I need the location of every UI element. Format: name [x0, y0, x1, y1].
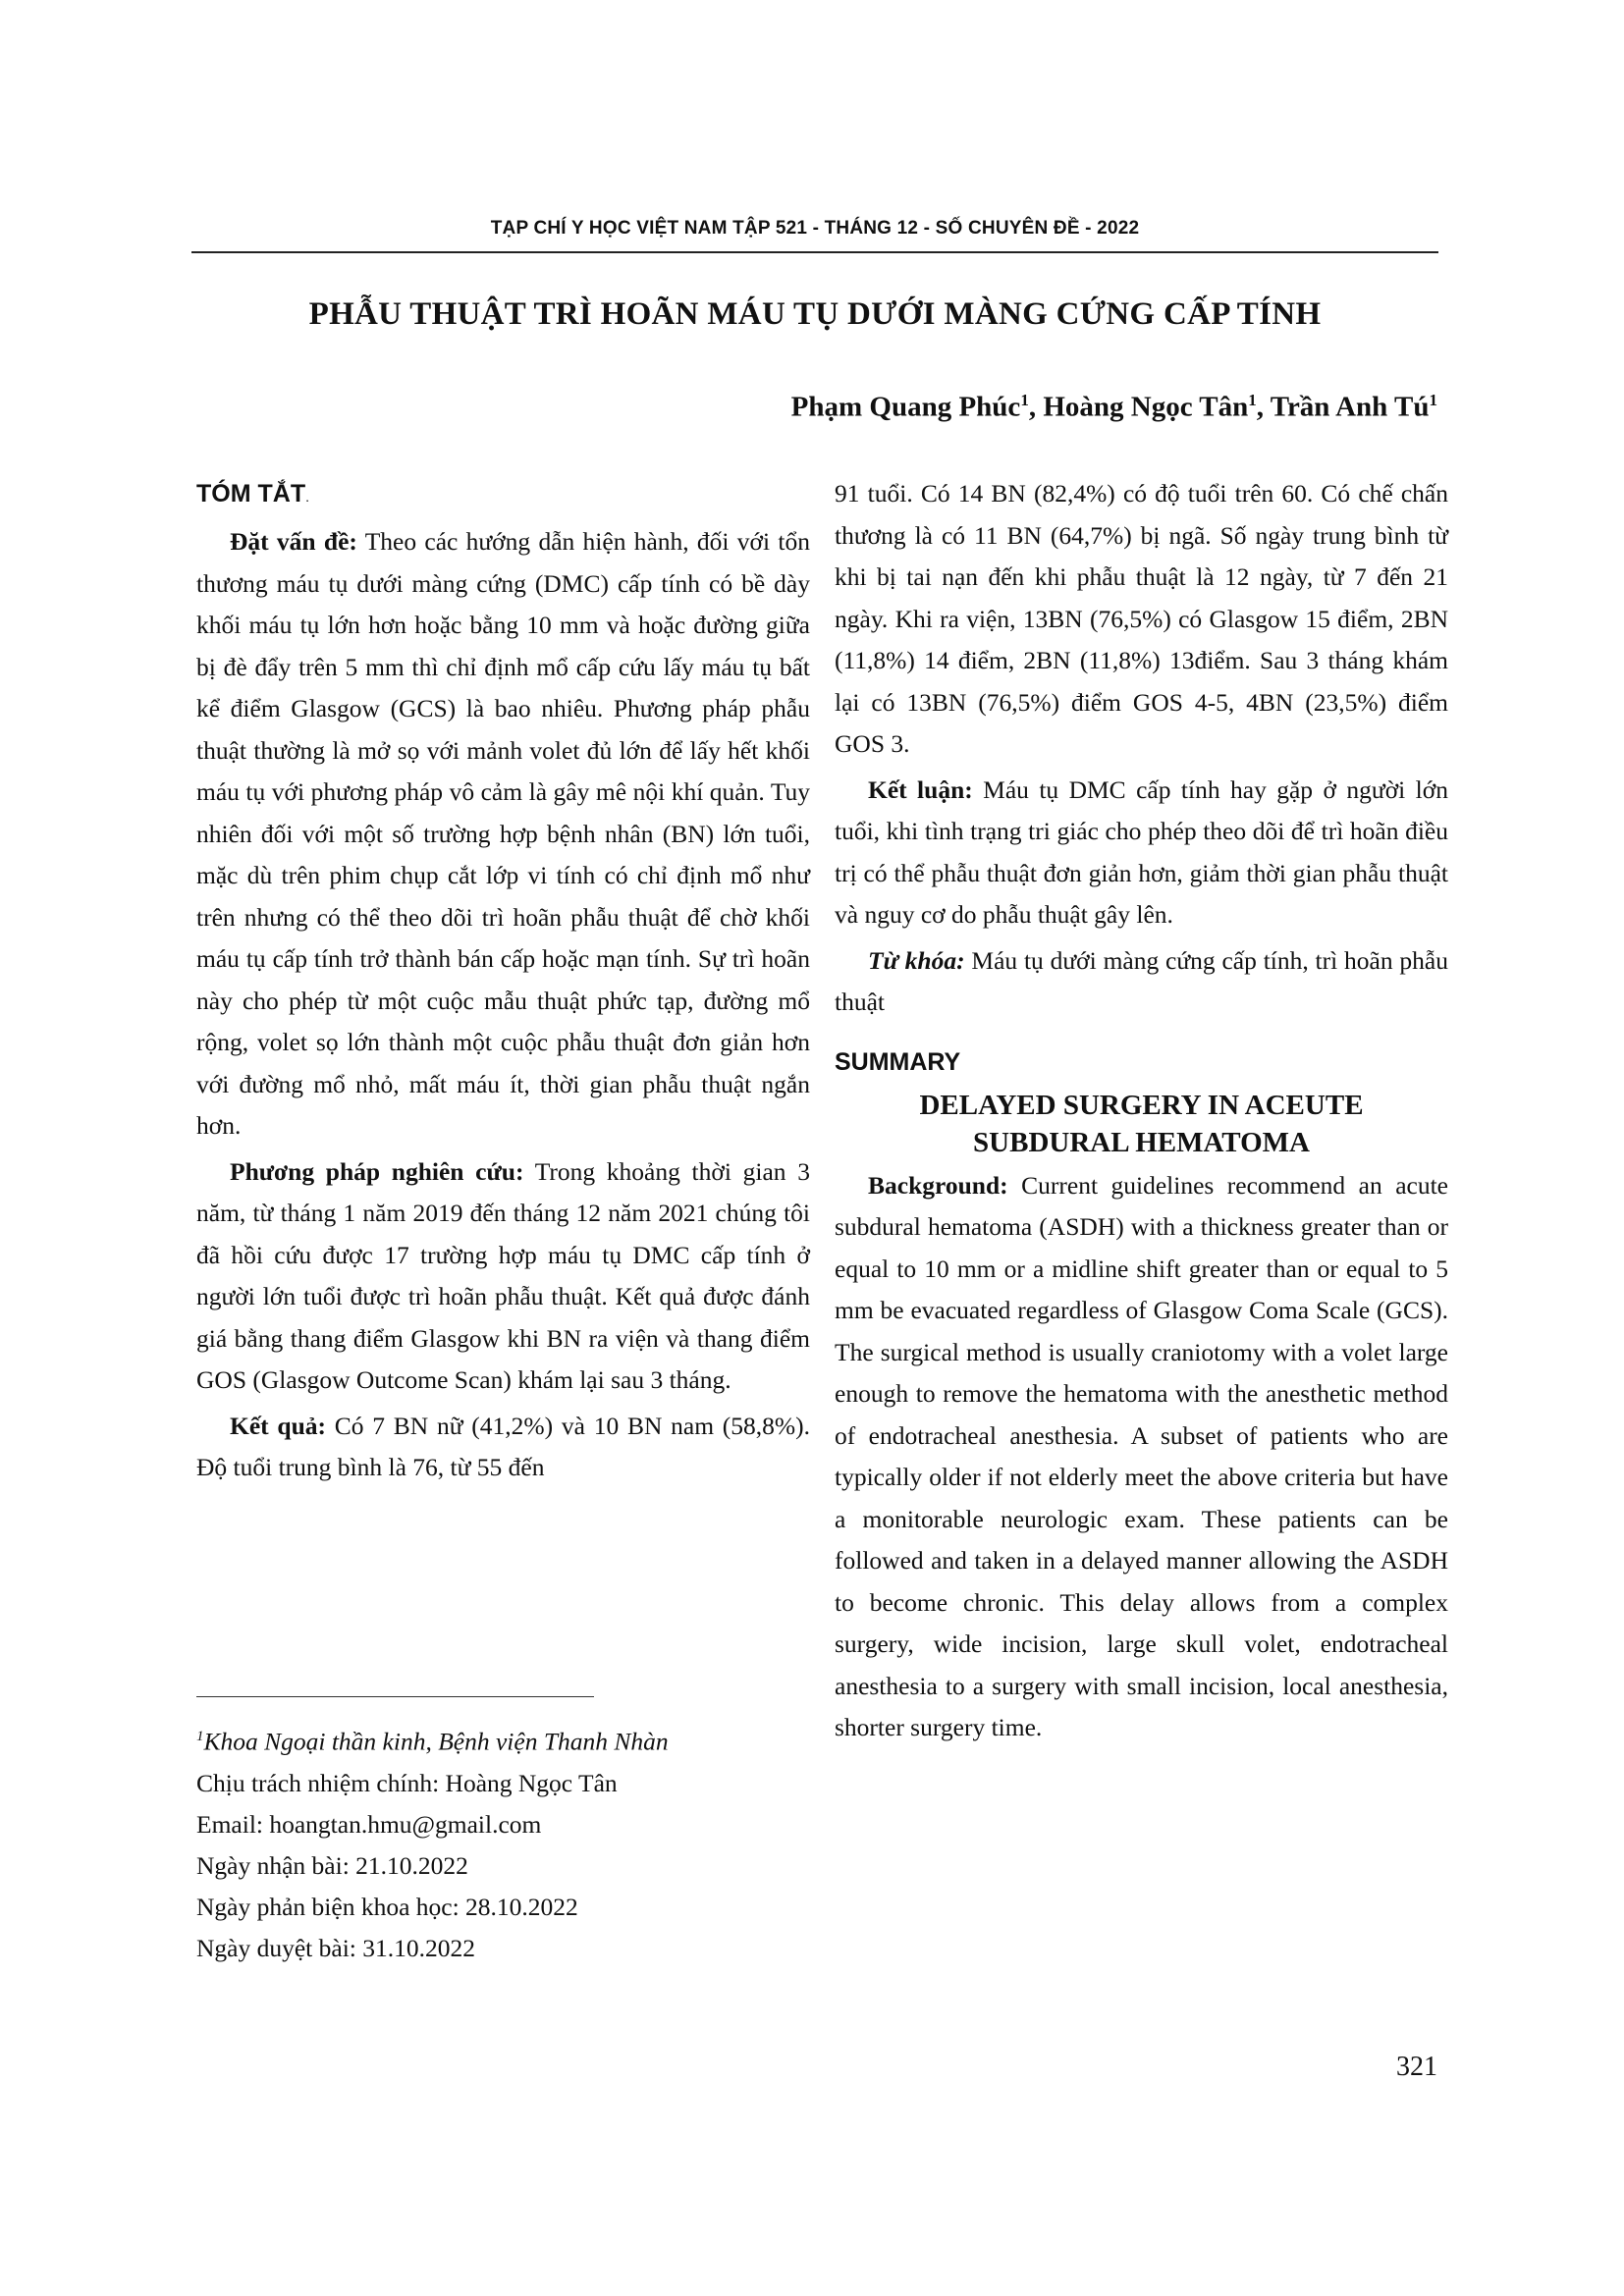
header-rule	[191, 251, 1438, 253]
english-title	[835, 1087, 1448, 1161]
label-ket-luan: Kết luận:	[868, 774, 973, 804]
paragraph-methods-vi	[196, 1151, 810, 1402]
paragraph-results-vi-cont: 91 tuổi. Có 14 BN (82,4%) có độ tuổi trên 60. Có chế chấn thương là có 11 BN (64,7%) bị ngã. Số ngày trung bình từ khi bị tai nạn đến khi phẫu thuật là 12 ngày, từ 7 đến 21 ngày. Khi ra viện, 13BN (76,5%) có Glasgow 15 điểm, 2BN (11,8%) 14 điểm, 2BN (11,8%) 13điểm. Sau 3 tháng khám lại có 13BN (76,5%) điểm GOS 4-5, 4BN (23,5%) điểm GOS 3.	[835, 479, 1448, 758]
footnote-received-date: Ngày nhận bài: 21.10.2022	[196, 1850, 468, 1880]
right-column	[835, 473, 1448, 1749]
author-name: Phạm Quang Phúc	[790, 391, 1021, 423]
text-tu-khoa: Máu tụ dưới màng cứng cấp tính, trì hoãn phẫu thuật	[835, 945, 1448, 1016]
author-separator: ,	[1028, 391, 1044, 423]
text-ket-luan: Máu tụ DMC cấp tính hay gặp ở người lớn tuổi, khi tình trạng tri giác cho phép theo dõi để trì hoãn điều trị có thể phẫu thuật đơn giản hơn, giảm thời gian phẫu thuật và nguy cơ do phẫu thuật gây lên.	[835, 774, 1449, 929]
english-title-line: DELAYED SURGERY IN ACEUTE	[919, 1089, 1364, 1121]
running-head: TẠP CHÍ Y HỌC VIỆT NAM TẬP 521 - THÁNG 12 - SỐ CHUYÊN ĐỀ - 2022	[490, 218, 1140, 239]
text-ket-qua-left: Có 7 BN nữ (41,2%) và 10 BN nam (58,8%). Độ tuổi trung bình là 76, từ 55 đến	[196, 1411, 811, 1481]
footnote-affiliation	[196, 1716, 805, 1763]
footnotes	[196, 1716, 805, 1969]
author-affiliation-mark: 1	[1248, 391, 1257, 409]
paragraph-results-vi-start	[196, 1406, 810, 1489]
paragraph-keywords-vi	[835, 940, 1448, 1024]
affiliation-mark: 1	[196, 1729, 204, 1744]
author-affiliation-mark: 1	[1020, 391, 1029, 409]
author-separator: ,	[1256, 391, 1271, 423]
author-name: Trần Anh Tú	[1270, 391, 1430, 423]
author-name: Hoàng Ngọc Tân	[1043, 391, 1249, 423]
text-dat-van-de: Theo các hướng dẫn hiện hành, đối với tổn thương máu tụ dưới màng cứng (DMC) cấp tính có bề dày khối máu tụ lớn hơn hoặc bằng 10 mm và hoặc đường giữa bị đè đẩy trên 5 mm thì chỉ định mổ cấp cứu lấy máu tụ bất kể điểm Glasgow (GCS) là bao nhiêu. Phương pháp phẫu thuật thường là mở sọ với mảnh volet đủ lớn để lấy hết khối máu tụ với phương pháp vô cảm là gây mê nội khí quản. Tuy nhiên đối với một số trường hợp bệnh nhân (BN) lớn tuổi, mặc dù trên phim chụp cắt lớp vi tính có chỉ định mổ như trên nhưng có thể theo dõi trì hoãn phẫu thuật để chờ khối máu tụ cấp tính trở thành bán cấp hoặc mạn tính. Sự trì hoãn này cho phép từ một cuộc mẫu thuật phức tạp, đường mổ rộng, volet sọ lớn thành một cuộc phẫu thuật đơn giản hơn với đường mổ nhỏ, mất máu ít, thời gian phẫu thuật ngắn hơn.	[196, 527, 810, 1140]
heading-mark: .	[305, 489, 309, 505]
footnote-email: Email: hoangtan.hmu@gmail.com	[196, 1809, 542, 1839]
text-background: Current guidelines recommend an acute subdural hematoma (ASDH) with a thickness greater than or equal to 10 mm or a midline shift greater than or equal to 5 mm be evacuated regardless of Glasgow Coma Scale (GCS). The surgical method is usually craniotomy with a volet large enough to remove the hematoma with the anesthetic method of endotracheal anesthesia. A subset of patients who are typically older if not elderly meet the above criteria but have a monitorable neurologic exam. These patients can be followed and taken in a delayed manner allowing the ASDH to become chronic. This delay allows from a complex surgery, wide incision, large skull volet, endotracheal anesthesia to a surgery with small incision, local anesthesia, shorter surgery time.	[835, 1170, 1448, 1741]
label-tu-khoa: Từ khóa:	[868, 945, 965, 975]
text-phuong-phap: Trong khoảng thời gian 3 năm, từ tháng 1 năm 2019 đến tháng 12 năm 2021 chúng tôi đã hồi cứu được 17 trường hợp máu tụ DMC cấp tính ở người lớn tuổi được trì hoãn phẫu thuật. Kết quả được đánh giá bằng thang điểm Glasgow khi BN ra viện và thang điểm GOS (Glasgow Outcome Scan) khám lại sau 3 tháng.	[196, 1156, 810, 1394]
affiliation-text: Khoa Ngoại thần kinh, Bệnh viện Thanh Nhàn	[203, 1727, 669, 1756]
label-phuong-phap: Phương pháp nghiên cứu:	[230, 1156, 524, 1186]
paragraph-conclusion-vi	[835, 770, 1448, 936]
label-dat-van-de: Đặt vấn đề:	[230, 527, 357, 556]
label-background: Background:	[868, 1170, 1008, 1200]
abstract-vi-heading	[196, 473, 810, 517]
english-title-line: SUBDURAL HEMATOMA	[973, 1126, 1310, 1158]
paragraph-background-en	[835, 1165, 1448, 1749]
summary-heading: SUMMARY	[835, 1047, 961, 1076]
author-affiliation-mark: 1	[1429, 391, 1437, 409]
page-number: 321	[1396, 2052, 1437, 2082]
heading-text: TÓM TẮT	[196, 480, 306, 507]
paragraph-background-vi	[196, 521, 810, 1148]
left-column	[196, 473, 810, 1489]
footnote-responsible: Chịu trách nhiệm chính: Hoàng Ngọc Tân	[196, 1768, 618, 1797]
article-title: PHẪU THUẬT TRÌ HOÃN MÁU TỤ DƯỚI MÀNG CỨNG CẤP TÍNH	[308, 296, 1322, 332]
author-list	[791, 391, 1437, 424]
footnote-accepted-date: Ngày duyệt bài: 31.10.2022	[196, 1933, 475, 1962]
label-ket-qua: Kết quả:	[230, 1411, 327, 1440]
footnote-reviewed-date: Ngày phản biện khoa học: 28.10.2022	[196, 1892, 578, 1921]
footnote-rule	[196, 1696, 594, 1697]
